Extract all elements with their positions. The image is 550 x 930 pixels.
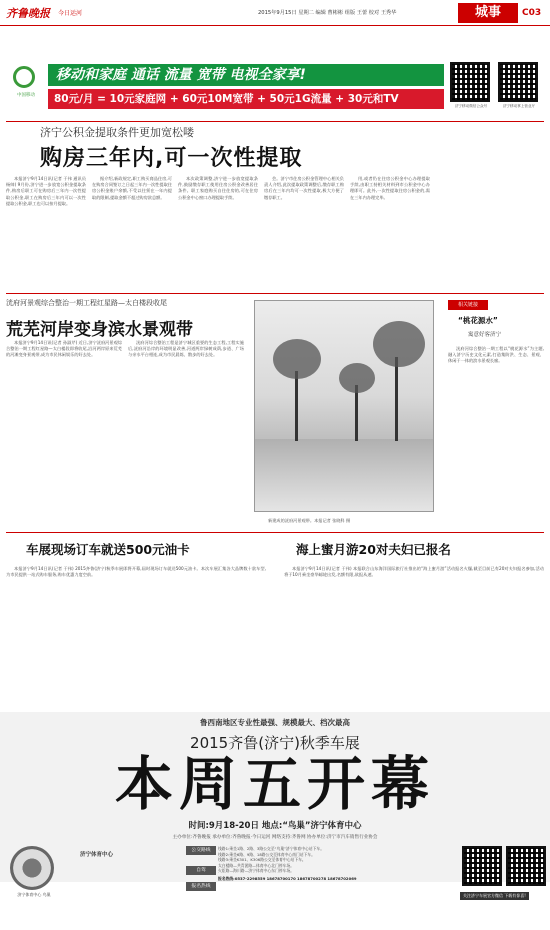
related-link-tag: 相关链接 (448, 300, 488, 310)
qr-code-icon[interactable] (506, 846, 546, 886)
logo-ring-icon (13, 66, 35, 88)
drive-route-tag: 自驾 (186, 866, 216, 875)
qr-caption: 济宁移动微信公众号 (454, 104, 488, 108)
stadium-logo-icon (10, 846, 54, 890)
ad-subtitle: 鲁西南地区专业性最强、规模最大、档次最高 (200, 718, 350, 727)
article-column: 会。济宁市住房公积金管理中心相关负责人介绍,此次提取政策调整后,缴存职工购房后在三年内均可一次性提取,极大方便了缴存职工。 (264, 176, 344, 200)
route-line: 线路2:乘坐6路、9路、18路公交至体育中心南门站下车。 (218, 851, 315, 857)
qr-code-icon[interactable] (462, 846, 502, 886)
article-column: 用,或者仍在住房公积金中心办理提取手续,由职工持相关材料到市公积金中心办理即可。此外,一次性提取住房公积金的,需在三年内办理完毕。 (350, 176, 430, 200)
article-headline[interactable]: 购房三年内,可一次性提取 (40, 146, 303, 171)
qr-caption: 济宁移动掌上营业厅 (502, 104, 536, 108)
tree-trunk (295, 371, 298, 441)
ad-sponsors: 主办单位:齐鲁晚报 承办单位:齐鲁晚报·今日运河 网络支持:齐鲁网 协办单位:济宁市汽车销售行业协会 (172, 835, 378, 840)
photo-caption: 新建成的洸府河景观带。本报记者 张晓科 摄 (268, 518, 351, 523)
venue-name: 济宁体育中心 (80, 852, 114, 858)
page-number: C03 (522, 8, 542, 18)
china-mobile-logo (6, 60, 44, 115)
tree-trunk (355, 385, 358, 441)
section-label: 城事 (458, 3, 518, 23)
divider (6, 121, 544, 122)
ad-big-slogan: 本周五开幕 (114, 750, 435, 818)
ad-qr-codes (448, 60, 544, 115)
edition-meta: 2015年9月15日 星期二 编辑 曹彬彬 组版 王蕾 校对 王秀华 (258, 10, 397, 16)
drive-line: 太白楼路—共青团路—体育中心北门停车场。 (218, 862, 294, 868)
hotline-text[interactable]: 报名热线:0537-2298559 18678700170 18678700278 18678702069 (218, 875, 357, 881)
article-column: 本报济宁9月14日讯(记者 于伟) 本报联合山东海洋国际旅行社推出的“海上蜜月游”活动报名火爆,截至目前已有20对夫妇报名参加,活动将于10月乘坐豪华邮轮出发,名额有限,欲报从速。 (284, 566, 544, 578)
sidebar-subtitle: 寓意好客济宁 (468, 332, 502, 338)
qr-code-icon[interactable] (498, 62, 538, 102)
bus-route-tag: 公交路线 (186, 846, 216, 855)
tree-canopy (273, 339, 321, 379)
sidebar-title[interactable]: “桃花源水” (458, 316, 498, 325)
tree-canopy (373, 321, 425, 367)
ad-footer (0, 842, 550, 900)
ad-time-venue: 时间:9月18-20日 地点:“鸟巢”济宁体育中心 (188, 821, 362, 831)
article-headline[interactable]: 海上蜜月游20对夫妇已报名 (296, 542, 451, 557)
route-line: 线路3:乘坐K301、K306路公交至体育中心站下车。 (218, 857, 306, 863)
article-kicker: 洸府河景观综合整治一期工程红星路—太白楼段收尾 (6, 299, 167, 307)
tree-trunk (395, 357, 398, 441)
logo-label: 中国移动 (17, 93, 35, 98)
route-line: 线路1:乘坐1路、2路、3路公交至“鸟巢”济宁体育中心站下车。 (218, 846, 324, 851)
divider (6, 532, 544, 533)
divider (6, 293, 544, 294)
article-column: 本报济宁9月14日讯(记者 于伟 通讯员 杨帅) 9月份,济宁进一步放宽公积金提取条件,购房后职工可在购房后三年内一次性提取公积金,职工在购房后三年内可以一次性提取公积金,职工也可以按月提取。 (6, 176, 86, 206)
article-column: 据介绍,新政规定,职工购买商品住房,可在购房合同签订之日起三年内一次性提取住房公积金账户余额,不受以往须在一年内提取的限制,提取金额不超过购房款总额。 (92, 176, 172, 200)
sidebar-text: 洸府河综合整治一期工程以“桃花源水”为主题,融入济宁历史文化元素,打造集防洪、生态、景观、休闲于一体的滨水景观长廊。 (448, 346, 544, 364)
article-column: 洸府河综合整治工程是济宁城区重要的生态工程,工程实施后,洸府河沿岸的环境明显改善,河道两岸绿树成荫,步道、广场与亲水平台相连,成为市民晨练、散步的好去处。 (128, 340, 244, 358)
qr-caption: 关注济宁车展官方微信 下载有惊喜! (460, 892, 529, 900)
water-area (255, 439, 433, 511)
top-advertisement[interactable] (6, 60, 444, 115)
drive-line: 火炬路—海川路—济宁体育中心东门停车场。 (218, 868, 294, 874)
river-landscape-photo[interactable] (254, 300, 434, 512)
hotline-tag: 报名热线 (186, 882, 216, 891)
ad-slogan: 移动和家庭 通话 流量 宽带 电视全家享! (48, 64, 444, 86)
paper-name: 齐鲁晚报 (6, 7, 50, 20)
stadium-logo-label: 济宁体育中心 鸟巢 (17, 892, 51, 897)
article-kicker: 济宁公积金提取条件更加宽松喽 (40, 126, 194, 139)
article-headline[interactable]: 车展现场订车就送500元油卡 (26, 542, 190, 557)
paper-subtitle: 今日运河 (58, 10, 83, 17)
article-column: 本次政策调整,济宁进一步放宽提取条件,鼓励缴存职工使用住房公积金改善居住条件。职工家庭购买自住住房的,可在住房公积金中心窗口办理提取手续。 (178, 176, 258, 200)
article-column: 本报济宁9月14日讯(记者 于伟) 2015齐鲁(济宁)秋季车展即将开幕,届时现场订车就送500元油卡。本次车展汇集各大品牌数十款车型,为市民提供一站式购车服务,购车优惠力度空前。 (6, 566, 266, 578)
article-headline[interactable]: 荒芜河岸变身滨水景观带 (6, 320, 193, 340)
ad-price-formula: 80元/月 = 10元家庭网 + 60元10M宽带 + 50元1G流量 + 30元和TV (48, 89, 444, 109)
ad-title: 2015齐鲁(济宁)秋季车展 (190, 734, 360, 752)
qr-code-icon[interactable] (450, 62, 490, 102)
article-column: 本报济宁9月14日讯(记者 孙淑芹) 近日,济宁洸府河景观综合整治一期工程红星路—太白楼段即将收尾,沿河两岸原来荒芜的河滩变身景观带,成为市民休闲娱乐的好去处。 (6, 340, 122, 358)
auto-show-advertisement[interactable] (0, 712, 550, 898)
route-info (218, 846, 453, 882)
tree-canopy (339, 363, 375, 393)
